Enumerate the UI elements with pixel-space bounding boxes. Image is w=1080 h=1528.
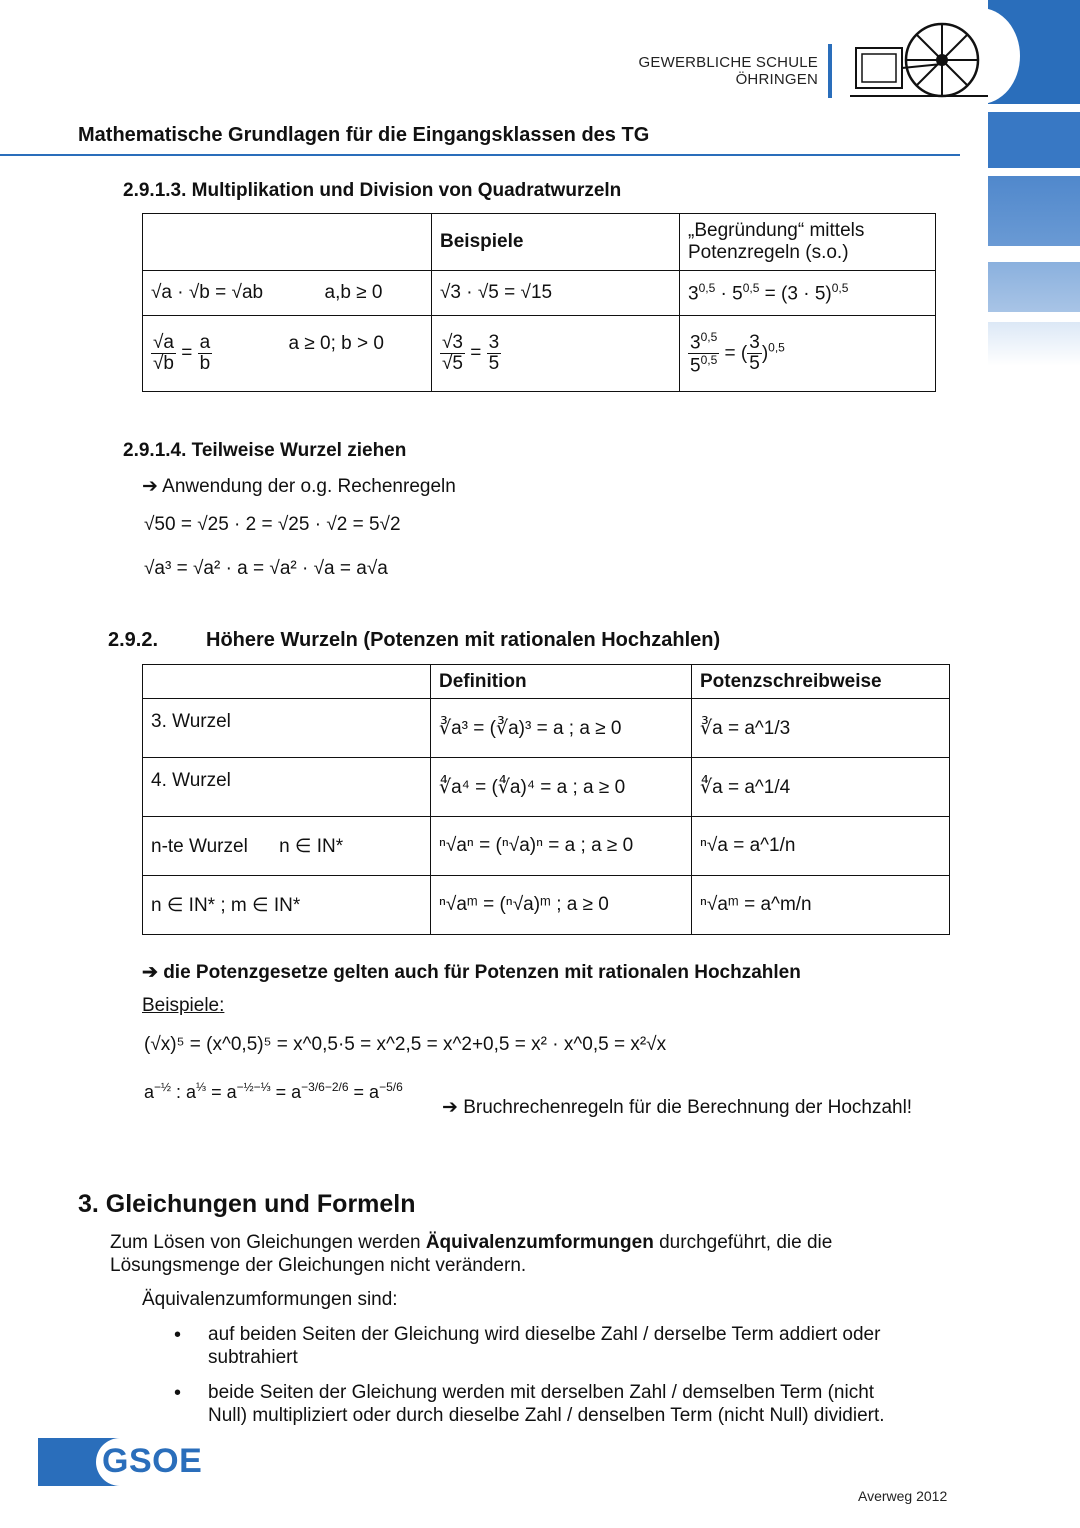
bullet-1-line1: auf beiden Seiten der Gleichung wird dieselbe Zahl / derselbe Term addiert oder bbox=[208, 1324, 881, 1345]
row-label-nth-root bbox=[143, 817, 431, 876]
row-def-nth-root: ⁿ√aⁿ = (ⁿ√a)ⁿ = a ; a ≥ 0 bbox=[431, 817, 692, 876]
row-pot-nth-root: ⁿ√a = a^1/n bbox=[692, 817, 950, 876]
fraction-rules-note: ➔ Bruchrechenregeln für die Berechnung der Hochzahl! bbox=[442, 1097, 913, 1118]
deco-bar-5 bbox=[988, 322, 1080, 366]
nth-root-condition: n ∈ IN* bbox=[279, 835, 344, 857]
example-multiplication: √3 · √5 = √15 bbox=[432, 271, 680, 316]
row-label-general-root: n ∈ IN* ; m ∈ IN* bbox=[143, 876, 431, 935]
section-3-paragraph-line2: Lösungsmenge der Gleichungen nicht verändern. bbox=[110, 1255, 527, 1276]
reason-header-line-2: Potenzregeln (s.o.) bbox=[688, 242, 849, 263]
logo-text: GSOE bbox=[102, 1442, 203, 1480]
sqrt-rules-table bbox=[142, 213, 936, 392]
reason-multiplication: $3^{0,5} \cdot 5^{0,5} = (3 \cdot 5)^{0,5}$ bbox=[680, 271, 936, 316]
row-def-fourth-root: ∜a⁴ = (∜a)⁴ = a ; a ≥ 0 bbox=[431, 758, 692, 817]
partial-root-example-2: √a³ = √a² · a = √a² · √a = a√a bbox=[144, 558, 388, 579]
bullet-2-line1: beide Seiten der Gleichung werden mit derselben Zahl / demselben Term (nicht bbox=[208, 1382, 875, 1403]
rule-div-condition: a ≥ 0; b > 0 bbox=[288, 333, 384, 355]
bullet-1-dot: • bbox=[174, 1324, 182, 1346]
section-2914-heading: 2.9.1.4. Teilweise Wurzel ziehen bbox=[123, 440, 407, 461]
rule-division: $\frac{√a}{√b}$ = $\frac{a}{b}$ a ≥ 0; b > 0 bbox=[143, 316, 432, 392]
nth-root-label: n-te Wurzel bbox=[151, 835, 248, 857]
table-cell-empty bbox=[143, 214, 432, 271]
section-2913-heading: 2.9.1.3. Multiplikation und Division von Quadratwurzeln bbox=[123, 180, 622, 201]
gsoe-logo bbox=[38, 1438, 203, 1486]
row-pot-general-root: ⁿ√aᵐ = a^m/n bbox=[692, 876, 950, 935]
section-2914-intro: ➔ Anwendung der o.g. Rechenregeln bbox=[142, 476, 456, 497]
bullet-2-line2: Null) multipliziert oder durch dieselbe Zahl / denselben Term (nicht Null) dividiert. bbox=[208, 1405, 885, 1426]
rule-div-rhs: $\frac{a}{b}$ bbox=[199, 332, 211, 374]
rule-div-lhs: $\frac{√a}{√b}$ bbox=[153, 332, 174, 374]
school-line-2: ÖHRINGEN bbox=[735, 71, 818, 88]
section-292-number: 2.9.2. bbox=[108, 629, 159, 651]
footer-author: Averweg 2012 bbox=[858, 1488, 948, 1504]
col-reason-header bbox=[680, 214, 936, 271]
col-definition-header: Definition bbox=[431, 665, 692, 699]
row-label-cube-root: 3. Wurzel bbox=[143, 699, 431, 758]
para-bold-term: Äquivalenzumformungen bbox=[425, 1232, 654, 1253]
bullet-1-line2: subtrahiert bbox=[208, 1347, 298, 1368]
row-pot-fourth-root: ∜a = a^1/4 bbox=[692, 758, 950, 817]
rule-mult-condition: a,b ≥ 0 bbox=[324, 282, 383, 303]
section-3-heading: 3. Gleichungen und Formeln bbox=[78, 1190, 416, 1218]
deco-bar-4 bbox=[988, 262, 1080, 312]
section-292-heading: Höhere Wurzeln (Potenzen mit rationalen Hochzahlen) bbox=[206, 629, 721, 651]
deco-bar-2 bbox=[988, 112, 1080, 168]
equivalence-list-title: Äquivalenzumformungen sind: bbox=[142, 1289, 398, 1310]
row-def-general-root: ⁿ√aᵐ = (ⁿ√a)ᵐ ; a ≥ 0 bbox=[431, 876, 692, 935]
rule-multiplication bbox=[143, 271, 432, 316]
partial-root-example-1: √50 = √25 · 2 = √25 · √2 = 5√2 bbox=[144, 514, 401, 535]
para-post: durchgeführt, die die bbox=[653, 1232, 833, 1253]
reason-division: $\frac{3^{0,5}}{5^{0,5}}$ = ( $\frac{3}{5}$ )$^{0,5}$ bbox=[680, 316, 936, 392]
power-example-2: $a^{-\frac{1}{2}}$ : $a^{\frac{1}{3}} = a^{-\frac{1}{2}-\frac{1}{3}} = a^{-3/6-2/6} = a^{-5/6}$ bbox=[144, 1080, 403, 1102]
examples-label: Beispiele: bbox=[142, 995, 225, 1016]
steam-engine-logo bbox=[850, 20, 990, 100]
section-3-paragraph bbox=[110, 1232, 832, 1254]
reason-header-line-1: „Begründung“ mittels bbox=[688, 220, 865, 241]
row-label-fourth-root: 4. Wurzel bbox=[143, 758, 431, 817]
school-name bbox=[610, 54, 818, 88]
col-power-notation-header: Potenzschreibweise bbox=[692, 665, 950, 699]
header-divider bbox=[828, 44, 832, 98]
table-cell-empty bbox=[143, 665, 431, 699]
row-pot-cube-root: ∛a = a^1/3 bbox=[692, 699, 950, 758]
document-title: Mathematische Grundlagen für die Eingangsklassen des TG bbox=[78, 124, 650, 146]
row-def-cube-root: ∛a³ = (∛a)³ = a ; a ≥ 0 bbox=[431, 699, 692, 758]
example-division: $\frac{√3}{√5}$ = $\frac{3}{5}$ bbox=[432, 316, 680, 392]
examples-label-text: Beispiele bbox=[142, 995, 220, 1016]
para-pre: Zum Lösen von Gleichungen werden bbox=[110, 1232, 426, 1253]
power-laws-rule: ➔ die Potenzgesetze gelten auch für Potenzen mit rationalen Hochzahlen bbox=[142, 962, 801, 983]
school-line-1: GEWERBLICHE SCHULE bbox=[638, 54, 818, 71]
higher-roots-table bbox=[142, 664, 950, 935]
bullet-2-dot: • bbox=[174, 1382, 182, 1404]
rule-mult-formula: √a · √b = √ab bbox=[151, 282, 264, 303]
deco-bar-3 bbox=[988, 176, 1080, 246]
col-examples-header: Beispiele bbox=[432, 214, 680, 271]
power-example-1: (√x)⁵ = (x^0,5)⁵ = x^0,5·5 = x^2,5 = x^2+0,5 = x² · x^0,5 = x²√x bbox=[144, 1034, 667, 1055]
title-rule bbox=[0, 154, 960, 156]
